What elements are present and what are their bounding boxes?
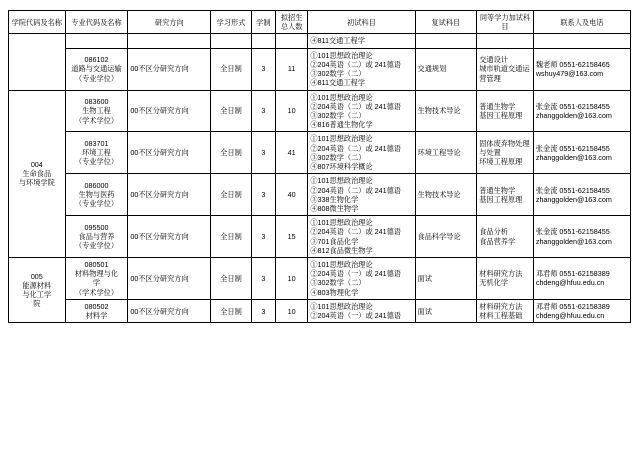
cell-major: 086000 生物与医药 （专业学位）	[65, 174, 128, 216]
header-initial-subjects: 初试科目	[308, 11, 415, 34]
table-body	[9, 34, 631, 323]
cell-research-direction: 00不区分研究方向	[128, 258, 211, 300]
cell-duration	[251, 34, 275, 48]
cell-contact: 魏老师 0551-62158465 wshuy479@163.com	[533, 48, 630, 90]
cell-research-direction: 00不区分研究方向	[128, 299, 211, 322]
cell-research-direction: 00不区分研究方向	[128, 48, 211, 90]
cell-study-form: 全日制	[211, 132, 251, 174]
table-row	[9, 132, 631, 174]
cell-additional-subjects: 食品分析 食品营养学	[477, 216, 534, 258]
cell-duration: 3	[251, 48, 275, 90]
table-row	[9, 48, 631, 90]
cell-initial-subjects: ①101思想政治理论 ②204英语（一）或 241德语	[308, 299, 415, 322]
cell-initial-subjects: ①101思想政治理论 ②204英语（二）或 241德语 ③302数学（二） ④816普通生物化学	[308, 90, 415, 132]
cell-research-direction: 00不区分研究方向	[128, 174, 211, 216]
cell-contact: 邓君师 0551-62158389 chdeng@hfuu.edu.cn	[533, 299, 630, 322]
cell-major: 083600 生物工程 （学术学位）	[65, 90, 128, 132]
admissions-catalog-table	[8, 10, 631, 323]
cell-study-form: 全日制	[211, 216, 251, 258]
cell-contact: 张金流 0551-62158455 zhanggolden@163.com	[533, 216, 630, 258]
cell-major: 080502 材料学	[65, 299, 128, 322]
header-contact: 联系人及电话	[533, 11, 630, 34]
table-row	[9, 216, 631, 258]
cell-major: 095500 食品与营养 （专业学位）	[65, 216, 128, 258]
cell-retest-subjects: 交通规划	[415, 48, 477, 90]
table-row	[9, 174, 631, 216]
cell-study-form: 全日制	[211, 48, 251, 90]
cell-research-direction: 00不区分研究方向	[128, 216, 211, 258]
table-row	[9, 258, 631, 300]
cell-quota: 10	[275, 90, 307, 132]
cell-retest-subjects: 面试	[415, 299, 477, 322]
cell-college	[9, 34, 66, 90]
cell-duration: 3	[251, 258, 275, 300]
cell-quota: 40	[275, 174, 307, 216]
cell-additional-subjects: 材料研究方法 无机化学	[477, 258, 534, 300]
cell-initial-subjects: ①101思想政治理论 ②204英语（二）或 241德语 ③302数学（二） ④807环境科学概论	[308, 132, 415, 174]
cell-initial-subjects: ①101思想政治理论 ②204英语（一）或 241德语 ③302数学（二） ④803物理化学	[308, 258, 415, 300]
cell-quota: 11	[275, 48, 307, 90]
cell-retest-subjects: 生物技术导论	[415, 90, 477, 132]
cell-retest-subjects: 生物技术导论	[415, 174, 477, 216]
cell-college: 005 能源材料 与化工学 院	[9, 258, 66, 323]
cell-research-direction: 00不区分研究方向	[128, 90, 211, 132]
cell-retest-subjects	[415, 34, 477, 48]
cell-contact	[533, 34, 630, 48]
header-major-code: 专业代码及名称	[65, 11, 128, 34]
cell-duration: 3	[251, 216, 275, 258]
cell-study-form: 全日制	[211, 90, 251, 132]
header-study-form: 学习形式	[211, 11, 251, 34]
header-duration: 学制	[251, 11, 275, 34]
table-row	[9, 90, 631, 132]
cell-research-direction: 00不区分研究方向	[128, 132, 211, 174]
cell-initial-subjects: ④811交通工程学	[308, 34, 415, 48]
cell-quota: 10	[275, 299, 307, 322]
cell-study-form: 全日制	[211, 174, 251, 216]
cell-major: 086102 道路与交通运输 （专业学位）	[65, 48, 128, 90]
header-quota: 拟招生总人数	[275, 11, 307, 34]
cell-duration: 3	[251, 174, 275, 216]
cell-quota: 41	[275, 132, 307, 174]
cell-additional-subjects: 交通设计 城市轨道交通运营管理	[477, 48, 534, 90]
cell-study-form: 全日制	[211, 258, 251, 300]
table-row	[9, 34, 631, 48]
cell-study-form: 全日制	[211, 299, 251, 322]
header-additional-subjects: 同等学力加试科目	[477, 11, 534, 34]
table-row	[9, 299, 631, 322]
cell-quota: 15	[275, 216, 307, 258]
table-header-row	[9, 11, 631, 34]
cell-college: 004 生命食品 与环境学院	[9, 90, 66, 258]
cell-initial-subjects: ①101思想政治理论 ②204英语（二）或 241德语 ③338生物化学 ④808微生物学	[308, 174, 415, 216]
cell-initial-subjects: ①101思想政治理论 ②204英语（二）或 241德语 ③701食品化学 ④812食品微生物学	[308, 216, 415, 258]
cell-quota	[275, 34, 307, 48]
cell-quota: 10	[275, 258, 307, 300]
cell-duration: 3	[251, 90, 275, 132]
cell-duration: 3	[251, 299, 275, 322]
cell-contact: 邓君师 0551-62158389 chdeng@hfuu.edu.cn	[533, 258, 630, 300]
cell-retest-subjects: 面试	[415, 258, 477, 300]
cell-retest-subjects: 环境工程导论	[415, 132, 477, 174]
header-college-code: 学院代码及名称	[9, 11, 66, 34]
cell-research-direction	[128, 34, 211, 48]
cell-additional-subjects: 普通生物学 基因工程原理	[477, 174, 534, 216]
cell-major: 083701 环境工程 （专业学位）	[65, 132, 128, 174]
cell-duration: 3	[251, 132, 275, 174]
cell-additional-subjects: 普通生物学 基因工程原理	[477, 90, 534, 132]
cell-contact: 张金流 0551-62158455 zhanggolden@163.com	[533, 90, 630, 132]
cell-additional-subjects	[477, 34, 534, 48]
cell-additional-subjects: 材料研究方法 材料工程基础	[477, 299, 534, 322]
cell-additional-subjects: 固体废弃物处理与处置 环境工程原理	[477, 132, 534, 174]
cell-retest-subjects: 食品科学导论	[415, 216, 477, 258]
cell-contact: 张金流 0551-62158455 zhanggolden@163.com	[533, 174, 630, 216]
cell-contact: 张金流 0551-62158455 zhanggolden@163.com	[533, 132, 630, 174]
header-retest-subjects: 复试科目	[415, 11, 477, 34]
cell-major	[65, 34, 128, 48]
cell-initial-subjects: ①101思想政治理论 ②204英语（二）或 241德语 ③302数学（二） ④811交通工程学	[308, 48, 415, 90]
cell-major: 080501 材料物理与化 学 （学术学位）	[65, 258, 128, 300]
header-research-direction: 研究方向	[128, 11, 211, 34]
cell-study-form	[211, 34, 251, 48]
